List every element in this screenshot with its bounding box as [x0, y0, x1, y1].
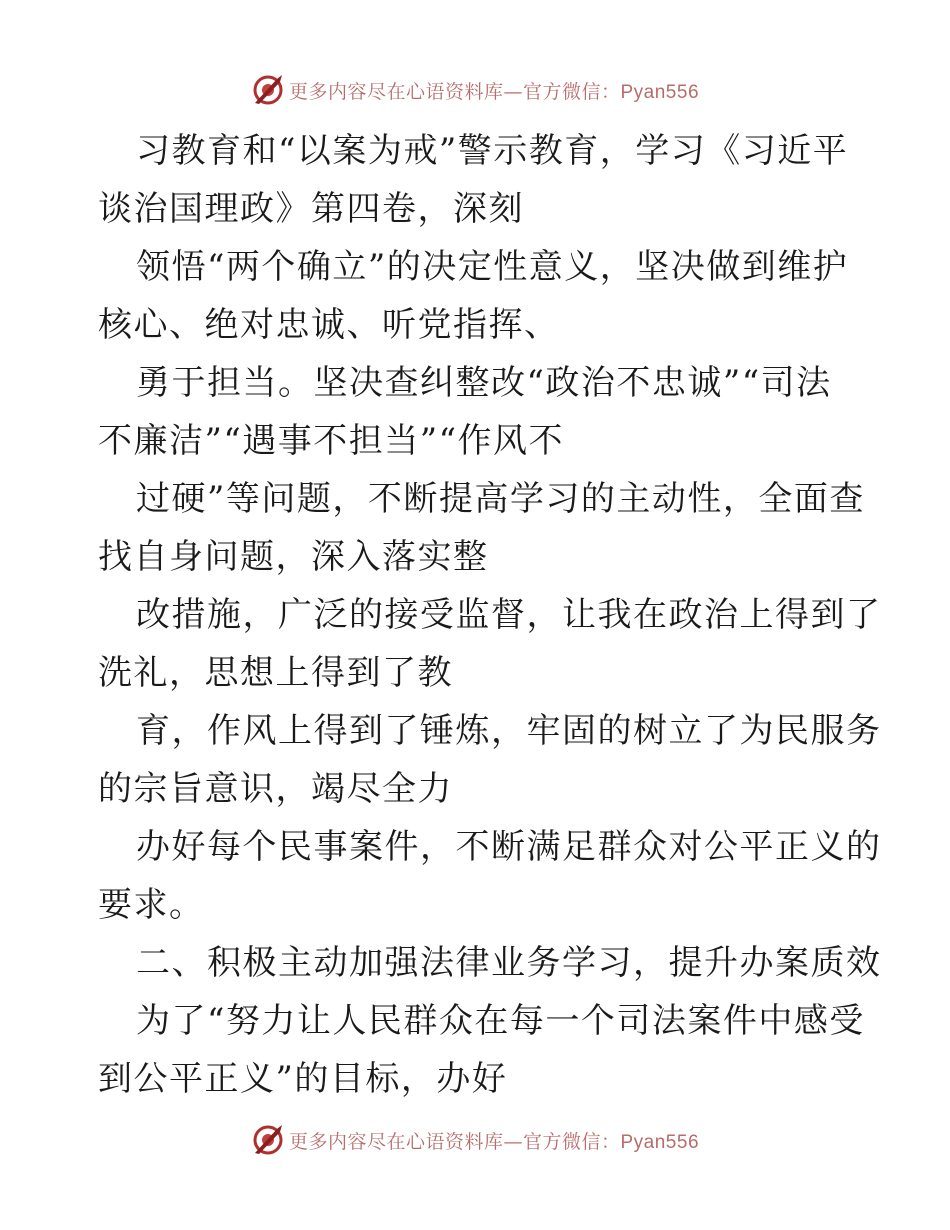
watermark-contact-label: 官方微信： — [522, 80, 621, 103]
document-body — [98, 122, 882, 1108]
section-heading: 二、积极主动加强法律业务学习，提升办案质效 — [136, 943, 882, 983]
watermark-contact-label: 官方微信： — [522, 1130, 621, 1153]
body-line: 不廉洁”“遇事不担当”“作风不 — [98, 421, 565, 461]
footer-watermark — [0, 1120, 950, 1160]
watermark-slogan: 更多内容尽在心语资料库 — [288, 80, 504, 103]
body-line: 勇于担当。坚决查纠整改“政治不忠诚”“司法 — [136, 363, 832, 403]
body-line: 为了“努力让人民群众在每一个司法案件中感受 — [136, 1001, 865, 1041]
body-line: 改措施，广泛的接受监督，让我在政治上得到了 — [136, 595, 882, 635]
body-line: 办好每个民事案件，不断满足群众对公平正义的 — [136, 827, 882, 867]
quill-seal-icon — [251, 1123, 285, 1157]
body-line: 找自身问题，深入落实整 — [98, 537, 489, 577]
body-line: 洗礼，思想上得到了教 — [98, 653, 453, 693]
watermark-separator: — — [503, 1130, 523, 1153]
body-line: 要求。 — [98, 885, 205, 925]
body-line: 的宗旨意识，竭尽全力 — [98, 769, 453, 809]
body-line: 育，作风上得到了锤炼，牢固的树立了为民服务 — [136, 711, 882, 751]
body-line: 到公平正义”的目标，办好 — [98, 1059, 508, 1099]
body-line: 过硬”等问题，不断提高学习的主动性，全面查 — [136, 479, 865, 519]
quill-seal-icon — [251, 73, 285, 107]
watermark-slogan: 更多内容尽在心语资料库 — [288, 1130, 504, 1153]
watermark-separator: — — [503, 80, 523, 103]
watermark-contact-id: Pyan556 — [620, 81, 700, 103]
body-line: 谈治国理政》第四卷，深刻 — [98, 189, 524, 229]
watermark-contact-id: Pyan556 — [620, 1131, 700, 1153]
watermark-text — [289, 77, 699, 104]
body-line: 习教育和“以案为戒”警示教育，学习《习近平 — [136, 131, 849, 171]
watermark-text — [289, 1127, 699, 1154]
body-line: 领悟“两个确立”的决定性意义，坚决做到维护 — [136, 247, 849, 287]
header-watermark — [0, 70, 950, 110]
body-line: 核心、绝对忠诚、听党指挥、 — [98, 305, 560, 345]
